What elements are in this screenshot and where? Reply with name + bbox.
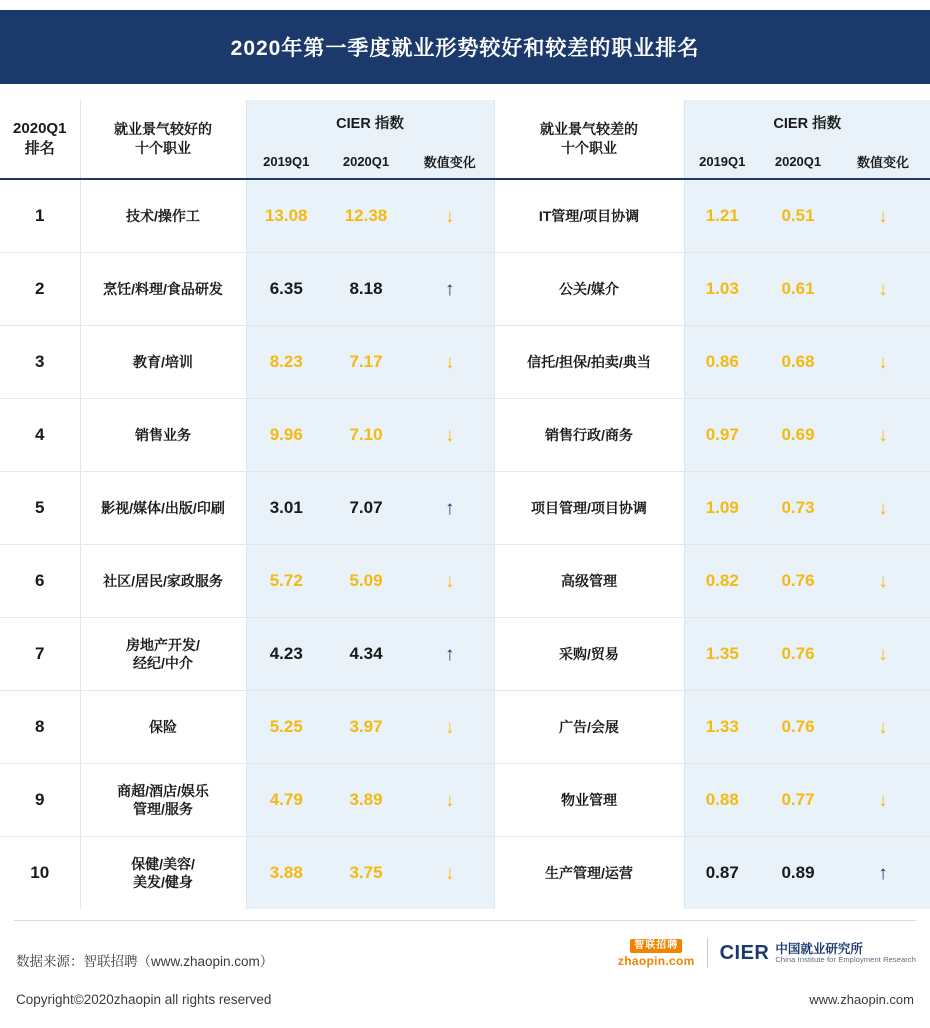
row-bad-2019: 1.35 — [684, 618, 760, 691]
row-bad-job: 销售行政/商务 — [494, 399, 684, 472]
row-bad-job: 物业管理 — [494, 764, 684, 837]
header-left-2019: 2019Q1 — [246, 144, 326, 178]
row-bad-2020: 0.51 — [760, 180, 836, 253]
row-good-2020: 12.38 — [326, 180, 406, 253]
row-rank: 8 — [0, 691, 80, 764]
row-good-2019: 5.25 — [246, 691, 326, 764]
row-good-change-down-icon: ↓ — [406, 691, 494, 764]
cier-logo-cn: 中国就业研究所 — [775, 941, 863, 956]
row-bad-change-down-icon: ↓ — [836, 764, 930, 837]
header-good-line1: 就业景气较好的 — [114, 121, 212, 138]
row-bad-2020: 0.61 — [760, 253, 836, 326]
row-rank: 2 — [0, 253, 80, 326]
table-header-row-top — [0, 100, 930, 144]
row-rank: 10 — [30, 863, 50, 882]
table-row — [0, 253, 930, 326]
row-good-job: 社区/居民/家政服务 — [80, 545, 246, 618]
cier-logo-text — [775, 942, 916, 965]
row-good-job: 保险 — [80, 691, 246, 764]
table-row — [0, 180, 930, 253]
row-good-2019: 13.08 — [246, 180, 326, 253]
row-bad-change-down-icon: ↓ — [836, 618, 930, 691]
row-good-2019: 4.23 — [246, 618, 326, 691]
row-rank: 5 — [0, 472, 80, 545]
header-bad-line1: 就业景气较差的 — [540, 121, 638, 138]
header-right-2019: 2019Q1 — [684, 144, 760, 178]
row-good-2019: 3.01 — [246, 472, 326, 545]
row-good-job: 烹饪/料理/食品研发 — [80, 253, 246, 326]
header-rank-line1: 2020Q1 — [13, 119, 67, 137]
header-cier-right: CIER 指数 — [684, 100, 930, 144]
row-good-2019: 3.88 — [246, 837, 326, 910]
row-bad-change-down-icon: ↓ — [836, 472, 930, 545]
header-rank — [0, 100, 80, 178]
cier-logo — [720, 942, 916, 965]
row-good-2019: 9.96 — [246, 399, 326, 472]
footer-copyright: Copyright©2020zhaopin all rights reserved — [16, 992, 272, 1007]
table-row — [0, 691, 930, 764]
footer-logos — [618, 938, 916, 968]
row-good-change-down-icon: ↓ — [406, 399, 494, 472]
row-rank: 7 — [0, 618, 80, 691]
row-good-job: 销售业务 — [80, 399, 246, 472]
row-good-2020: 3.97 — [326, 691, 406, 764]
row-good-job: 保健/美容/ 美发/健身 — [80, 837, 246, 910]
ranking-table — [0, 100, 930, 909]
row-good-2019: 8.23 — [246, 326, 326, 399]
row-good-2020: 3.75 — [326, 837, 406, 910]
table-body — [0, 180, 930, 909]
row-bad-2019: 1.09 — [684, 472, 760, 545]
row-bad-2019: 0.88 — [684, 764, 760, 837]
row-bad-2019: 0.87 — [684, 837, 760, 910]
table-row — [0, 545, 930, 618]
header-right-change: 数值变化 — [836, 144, 930, 178]
row-good-job: 影视/媒体/出版/印刷 — [80, 472, 246, 545]
row-good-job: 商超/酒店/娱乐 管理/服务 — [80, 764, 246, 837]
row-rank: 4 — [0, 399, 80, 472]
row-bad-job: 项目管理/项目协调 — [494, 472, 684, 545]
footer-url: www.zhaopin.com — [809, 992, 914, 1007]
row-bad-change-down-icon: ↓ — [836, 253, 930, 326]
row-bad-change-down-icon: ↓ — [836, 399, 930, 472]
table-row — [0, 618, 930, 691]
row-bad-change-down-icon: ↓ — [836, 180, 930, 253]
row-good-2020: 8.18 — [326, 253, 406, 326]
zhaopin-logo — [618, 939, 695, 967]
row-rank: 9 — [0, 764, 80, 837]
header-good-jobs — [80, 100, 246, 178]
row-rank: 3 — [0, 326, 80, 399]
row-bad-change-down-icon: ↓ — [836, 545, 930, 618]
row-bad-2019: 0.86 — [684, 326, 760, 399]
logo-divider — [707, 938, 708, 968]
row-bad-2020: 0.76 — [760, 545, 836, 618]
footer-divider — [14, 920, 916, 921]
row-bad-job: 广告/会展 — [494, 691, 684, 764]
row-bad-2020: 0.68 — [760, 326, 836, 399]
row-good-change-up-icon: ↑ — [406, 472, 494, 545]
row-good-2020: 4.34 — [326, 618, 406, 691]
zhaopin-logo-en: zhaopin.com — [617, 954, 695, 968]
row-rank: 6 — [0, 545, 80, 618]
row-bad-change-down-icon: ↓ — [836, 691, 930, 764]
row-bad-2020: 0.77 — [760, 764, 836, 837]
row-bad-job: 高级管理 — [494, 545, 684, 618]
header-good-line2: 十个职业 — [135, 140, 191, 156]
header-bad-line2: 十个职业 — [561, 140, 617, 156]
row-bad-2019: 0.82 — [684, 545, 760, 618]
row-good-change-up-icon: ↑ — [406, 618, 494, 691]
cier-logo-mark: CIER — [719, 941, 770, 964]
row-bad-2019: 1.03 — [684, 253, 760, 326]
zhaopin-logo-cn: 智联招聘 — [630, 939, 682, 953]
row-bad-change-up-icon: ↑ — [836, 837, 930, 910]
cier-logo-en: China Institute for Employment Research — [775, 954, 916, 964]
row-good-change-up-icon: ↑ — [406, 253, 494, 326]
row-good-change-down-icon: ↓ — [406, 326, 494, 399]
row-good-change-down-icon: ↓ — [406, 180, 494, 253]
row-good-change-down-icon: ↓ — [406, 545, 494, 618]
row-bad-job: 公关/媒介 — [494, 253, 684, 326]
header-rank-line2: 排名 — [24, 140, 55, 157]
table-row — [0, 399, 930, 472]
row-bad-job: 采购/贸易 — [494, 618, 684, 691]
row-good-2020: 7.17 — [326, 326, 406, 399]
row-bad-2019: 1.21 — [684, 180, 760, 253]
row-bad-2020: 0.76 — [760, 618, 836, 691]
row-bad-change-down-icon: ↓ — [836, 326, 930, 399]
row-good-change-down-icon: ↓ — [406, 837, 494, 910]
row-good-job: 技术/操作工 — [80, 180, 246, 253]
header-cier-left: CIER 指数 — [246, 100, 494, 144]
table-row — [0, 326, 930, 399]
row-bad-2019: 0.97 — [684, 399, 760, 472]
table-row — [0, 764, 930, 837]
row-good-2020: 7.10 — [326, 399, 406, 472]
row-bad-2020: 0.73 — [760, 472, 836, 545]
row-bad-job: 信托/担保/拍卖/典当 — [494, 326, 684, 399]
page-title: 2020年第一季度就业形势较好和较差的职业排名 — [230, 37, 700, 60]
header-left-2020: 2020Q1 — [326, 144, 406, 178]
row-good-change-down-icon: ↓ — [406, 764, 494, 837]
footer-source: 数据来源：智联招聘（www.zhaopin.com） — [16, 954, 274, 969]
row-bad-2020: 0.76 — [760, 691, 836, 764]
row-rank: 1 — [0, 180, 80, 253]
row-good-2019: 6.35 — [246, 253, 326, 326]
row-bad-2020: 0.89 — [760, 837, 836, 910]
page-title-bar — [0, 10, 930, 84]
row-good-job: 教育/培训 — [80, 326, 246, 399]
table-row — [0, 472, 930, 545]
row-good-2019: 5.72 — [246, 545, 326, 618]
row-good-2020: 7.07 — [326, 472, 406, 545]
row-bad-2020: 0.69 — [760, 399, 836, 472]
row-good-2020: 3.89 — [326, 764, 406, 837]
header-right-2020: 2020Q1 — [760, 144, 836, 178]
header-left-change: 数值变化 — [406, 144, 494, 178]
row-good-job: 房地产开发/ 经纪/中介 — [80, 618, 246, 691]
header-bad-jobs — [494, 100, 684, 178]
row-good-2019: 4.79 — [246, 764, 326, 837]
row-bad-job: 生产管理/运营 — [494, 837, 684, 910]
row-bad-2019: 1.33 — [684, 691, 760, 764]
table-row — [0, 837, 930, 910]
row-bad-job: IT管理/项目协调 — [494, 180, 684, 253]
row-good-2020: 5.09 — [326, 545, 406, 618]
